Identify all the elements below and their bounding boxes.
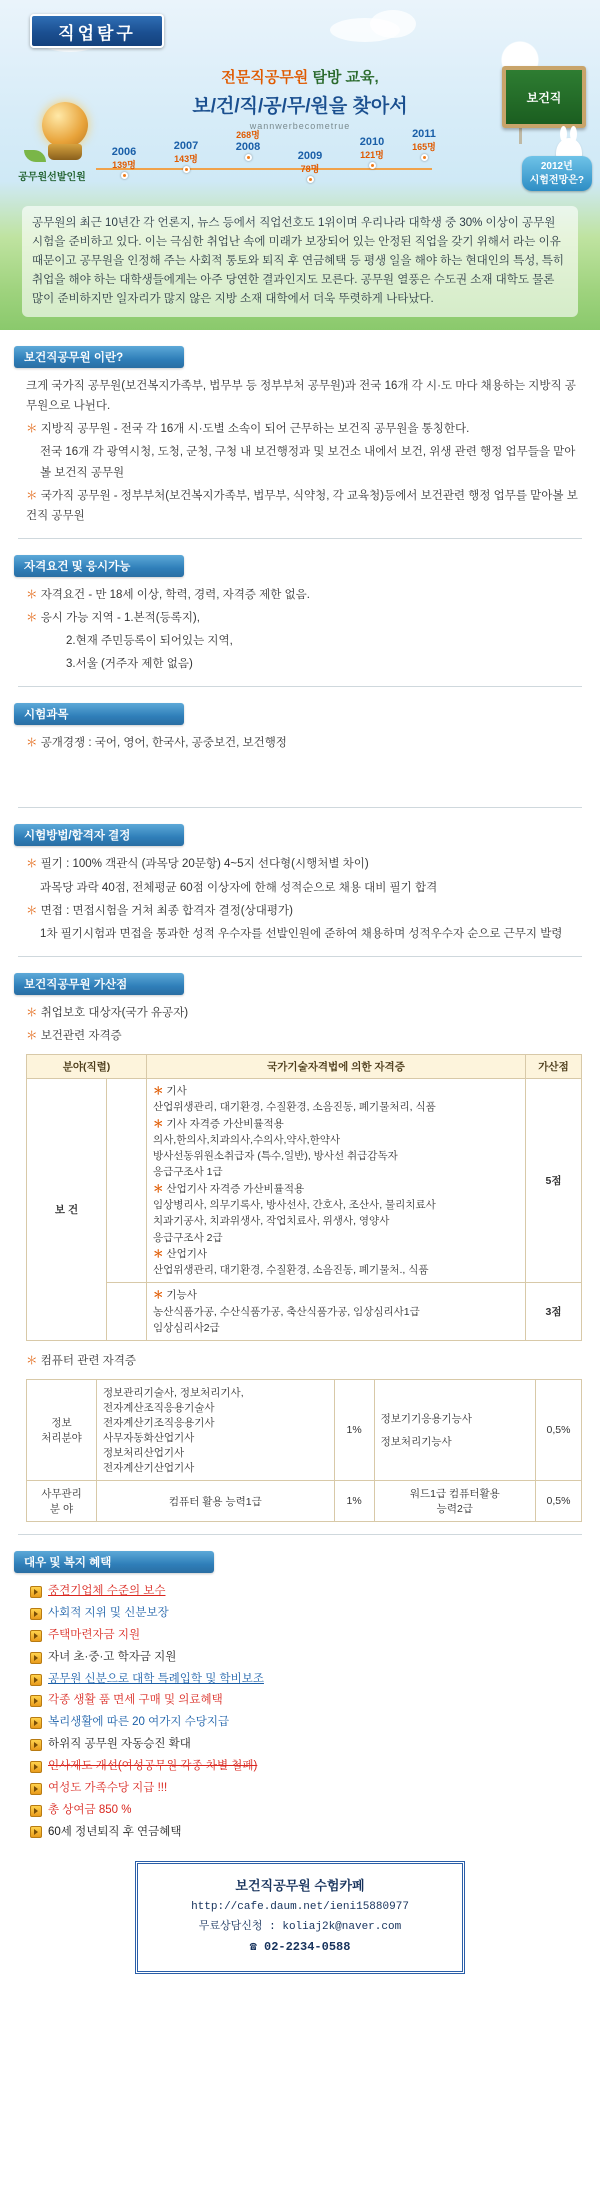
arrow-bullet-icon <box>30 1783 42 1795</box>
timeline-value: 139명 <box>112 160 136 170</box>
arrow-bullet-icon <box>30 1608 42 1620</box>
hero-description: 공무원의 최근 10년간 각 언론지, 뉴스 등에서 직업선호도 1위이며 우리나라 대학생 중 30% 이상이 공무원 시험을 준비하고 있다. 이는 극심한 취업난 속에 미래가 보장되어 있는 안정된 직업을 갖기 위해서 라는 이유 때문이고 공무원을 인정해 주는 사회적 통토와 퇴직 후 연금혜택 등 평생 일을 해야 하는 현대인의 특성, 특히 취업을 해야 하는 대학생들에게는 아주 당연한 결과인지도 모른다. 공무원 열풍은 수도권 소재 대학도 물론 많이 준비하지만 일자리가 많지 않은 지방 소재 대학에서 더욱 뚜렷하게 나타났다. <box>22 206 578 317</box>
arrow-bullet-icon <box>30 1586 42 1598</box>
field-label-line2: 분 야 <box>49 1503 74 1516</box>
list-item <box>30 1800 582 1822</box>
benefit-label: 주택마련자금 지원 <box>48 1628 141 1641</box>
td-field-group: 보 건 <box>27 1079 107 1341</box>
method-line: 과목당 과락 40점, 전체평균 60점 이상자에 한해 성적순으로 채용 대비 필기 합격 <box>40 881 438 894</box>
arrow-bullet-icon <box>30 1739 42 1751</box>
benefit-label: 공무원 신분으로 대학 특례입학 및 학비보조 <box>48 1672 264 1685</box>
cloud-shape <box>370 10 416 38</box>
table-row <box>27 1380 582 1481</box>
timeline-year: 2009 <box>297 150 323 162</box>
benefit-label: 각종 생활 품 면세 구매 및 의료혜택 <box>48 1694 223 1707</box>
timeline-dot <box>121 172 128 179</box>
hero-banner <box>0 0 600 330</box>
benefit-label: 총 상여금 850 % <box>48 1803 132 1816</box>
divider <box>18 807 582 808</box>
benefit-label: 중견기업체 수준의 보수 <box>48 1585 166 1598</box>
timeline-value: 121명 <box>360 150 384 160</box>
cert-item: 전자계산조직응용기술사 <box>103 1402 215 1415</box>
benefit-label: 복리생활에 따른 20 여가지 수당지급 <box>48 1716 230 1729</box>
td-field-label <box>27 1380 97 1481</box>
td-cert-list: ＊ 기능사 농산식품가공, 수산식품가공, 축산식품가공, 임상심리사1급 임상심리사2급 <box>147 1283 526 1341</box>
board-label: 보건직 <box>526 90 562 105</box>
arrow-bullet-icon <box>30 1717 42 1729</box>
cert-item: 의사,한의사,치과의사,수의사,약사,한약사 <box>153 1133 341 1146</box>
section-heading-subjects-label: 시험과목 <box>24 709 69 722</box>
cert-item: 응급구조사 2급 <box>153 1231 223 1244</box>
footer-title: 보건직공무원 수험카페 <box>235 1878 365 1894</box>
intro-line: ＊ 국가직 공무원 - 정부부처(보건복지가족부, 법무부, 식약청, 각 교육청)등에서 보건관련 행정 업무를 맡아볼 보건직 공무원 <box>26 486 582 526</box>
footer-consult-email[interactable]: 무료상담신청 : koliaj2k@naver.com <box>198 1920 402 1933</box>
cert-item: 기사 <box>166 1085 187 1098</box>
timeline-dot <box>421 154 428 161</box>
bonus-line: ＊ 취업보호 대상자(국가 유공자) <box>26 1003 582 1023</box>
field-label-line2: 처리분야 <box>41 1432 82 1445</box>
hero-sub-line2-tail: 을 찾아서 <box>328 96 408 117</box>
td-cert-list: ＊ 기사 산업위생관리, 대기환경, 수질환경, 소음진동, 폐기물처리, 식품 ＊ 기사 자격증 가산비률적용 의사,한의사,치과의사,수의사,약사,한약사 방사선동위원소취급자 (특수,일반), 방사선 취급감독자 응급구조사 1급 ＊ 산업기사 자격증 가산비률적용 임상병리사, 의무기록사, 방사선사, 간호사, 조산사, 물리치료사 치과기공사, 치과위생사, 작업치료사, 위생사, 영양사 응급구조사 2급 ＊ 산업기사 산업위생관리, 대기환경, 수질환경, 소음진동, 폐기물처., 식품 <box>147 1079 526 1283</box>
timeline-item <box>158 140 214 173</box>
cert-item: 산업기사 자격증 가산비률적용 <box>166 1182 305 1195</box>
td-spacer <box>107 1283 147 1341</box>
section-heading-bonus-label: 보건직공무원 가산점 <box>24 978 128 991</box>
lamp-label: 공무원선발인원 <box>18 172 86 183</box>
arrow-bullet-icon <box>30 1652 42 1664</box>
list-item <box>30 1778 582 1800</box>
td-cert-list <box>97 1380 335 1481</box>
section-heading-qualification <box>14 555 184 577</box>
forecast-badge-line1: 2012년 <box>540 161 573 172</box>
intro-line: 크게 국가직 공무원(보건복지가족부, 법무부 등 정부부처 공무원)과 전국 16개 각 시·도 마다 채용하는 지방직 공무원으로 나뉜다. <box>26 380 576 413</box>
list-item <box>30 1734 582 1756</box>
cert-item: 농산식품가공, 수산식품가공, 축산식품가공, 임상심리사1급 <box>153 1305 420 1318</box>
computer-note-wrap <box>26 1351 582 1371</box>
cert-item: 임상심리사2급 <box>153 1321 220 1334</box>
timeline-dot <box>245 154 252 161</box>
timeline-year: 2010 <box>359 136 385 148</box>
table-row <box>27 1481 582 1522</box>
cert-item: 산업기사 <box>166 1247 207 1260</box>
timeline-dot <box>307 176 314 183</box>
method-line: ＊ 면접 : 면접시험을 거쳐 최종 합격자 결정(상대평가) <box>26 901 582 921</box>
list-item <box>30 1581 582 1603</box>
arrow-bullet-icon <box>30 1695 42 1707</box>
intro-line: ＊ 지방직 공무원 - 전국 각 16개 시·도별 소속이 되어 근무하는 보건직 공무원을 통칭한다. <box>26 419 582 439</box>
list-item <box>30 1712 582 1734</box>
computer-table-wrap <box>26 1379 582 1522</box>
benefit-label: 자녀 초·중·고 학자금 지원 <box>48 1650 177 1663</box>
bonus-table-wrap <box>26 1054 582 1341</box>
hero-sub-line1-a: 전문직공무원 <box>221 69 309 86</box>
timeline-year: 2008 <box>235 141 261 153</box>
timeline-dot <box>369 162 376 169</box>
cert-item: 기사 자격증 가산비률적용 <box>166 1117 284 1130</box>
field-label-line1: 정보 <box>51 1417 72 1430</box>
computer-note: ＊ 컴퓨터 관련 자격증 <box>26 1351 582 1371</box>
section-body-method <box>26 854 582 944</box>
bonus-line: ＊ 보건관련 자격증 <box>26 1026 582 1046</box>
table-header-row <box>27 1055 582 1079</box>
cert-item: 정보관리기술사, 정보처리기사, <box>103 1387 244 1400</box>
th-score: 가산점 <box>526 1055 582 1079</box>
timeline-item <box>396 128 452 161</box>
td-cert-list-2 <box>374 1481 535 1522</box>
benefit-label: 인사제도 개선(여성공무원 각종 차별 철폐) <box>48 1759 258 1772</box>
section-heading-intro-label: 보건직공무원 이란? <box>24 352 124 364</box>
divider <box>18 538 582 539</box>
cert-item: 정보처리기능사 <box>380 1436 452 1449</box>
benefit-label: 60세 정년퇴직 후 연금혜택 <box>48 1825 182 1838</box>
list-item <box>30 1669 582 1691</box>
td-rate1: 1% <box>334 1380 374 1481</box>
section-heading-intro <box>14 346 184 368</box>
section-heading-benefits-label: 대우 및 복지 혜택 <box>24 1557 112 1570</box>
section-heading-method-label: 시험방법/합격자 결정 <box>24 830 131 843</box>
td-cert-list <box>97 1481 335 1522</box>
hero-sub-line3: wannwerbecometrue <box>249 121 351 131</box>
section-body-intro <box>26 376 582 526</box>
table-row <box>27 1283 582 1341</box>
arrow-bullet-icon <box>30 1630 42 1642</box>
benefit-label: 사회적 지위 및 신분보장 <box>48 1607 169 1620</box>
benefits-list <box>30 1581 582 1843</box>
timeline-year: 2007 <box>173 140 199 152</box>
forecast-badge-line2: 시험전망은? <box>529 174 584 186</box>
td-field-label <box>27 1481 97 1522</box>
arrow-bullet-icon <box>30 1826 42 1838</box>
method-line: 1차 필기시험과 면접을 통과한 성적 우수자를 선발인원에 준하여 채용하며 성적우수자 순으로 근무지 발령 <box>40 927 563 940</box>
benefit-label: 하위직 공무원 자동승진 확대 <box>48 1738 191 1751</box>
th-field: 분야(직렬) <box>27 1055 147 1079</box>
hero-sub-line1-b: 탐방 교육, <box>308 69 379 86</box>
section-body-qualification <box>26 585 582 675</box>
cert-item: 응급구조사 1급 <box>153 1166 223 1179</box>
cert-item: 치과기공사, 치과위생사, 작업치료사, 위생사, 영양사 <box>153 1215 390 1228</box>
cert-item: 전자계산기산업기사 <box>103 1462 195 1475</box>
td-spacer <box>107 1079 147 1283</box>
section-heading-benefits <box>14 1551 214 1573</box>
td-rate2: 0,5% <box>536 1481 582 1522</box>
page-title <box>30 14 164 48</box>
section-heading-bonus <box>14 973 184 995</box>
page-title-text: 직업탐구 <box>58 23 136 43</box>
list-item <box>30 1603 582 1625</box>
list-item <box>30 1690 582 1712</box>
qualification-line: ＊ 응시 가능 지역 - 1.본적(등록지), <box>26 608 582 628</box>
benefit-label: 여성도 가족수당 지급 !!! <box>48 1781 168 1794</box>
arrow-bullet-icon <box>30 1805 42 1817</box>
field-label-line1: 사무관리 <box>41 1488 82 1501</box>
cert-item: 워드1급 컴퓨터활용 <box>409 1488 500 1501</box>
table-row <box>27 1079 582 1283</box>
cert-item: 정보기기응용기능사 <box>380 1413 472 1426</box>
td-rate1: 1% <box>334 1481 374 1522</box>
list-item <box>30 1822 582 1844</box>
divider <box>18 956 582 957</box>
cert-item: 산업위생관리, 대기환경, 수질환경, 소음진동, 폐기물처리, 식품 <box>153 1101 436 1114</box>
section-body-bonus <box>26 1003 582 1046</box>
th-cert: 국가기술자격법에 의한 자격증 <box>147 1055 526 1079</box>
timeline-year: 2011 <box>412 128 436 140</box>
td-score: 3점 <box>526 1283 582 1341</box>
arrow-bullet-icon <box>30 1761 42 1773</box>
list-item <box>30 1647 582 1669</box>
timeline-year: 2006 <box>111 146 137 158</box>
timeline-value: 78명 <box>300 164 320 174</box>
divider <box>18 1534 582 1535</box>
list-item <box>30 1756 582 1778</box>
timeline-value: 165명 <box>412 142 436 152</box>
selection-timeline <box>96 128 436 188</box>
footer-phone: ☎ 02-2234-0588 <box>249 1940 351 1955</box>
td-score: 5점 <box>526 1079 582 1283</box>
section-heading-subjects <box>14 703 184 725</box>
timeline-item <box>344 136 400 169</box>
intro-line: 전국 16개 각 광역시청, 도청, 군청, 구청 내 보건행정과 및 보건소 내에서 보건, 위생 관련 행정 업무들을 맡아 볼 보건직 공무원 <box>40 446 576 479</box>
footer-cafe-url[interactable]: http://cafe.daum.net/ieni15880977 <box>191 1900 409 1913</box>
timeline-item <box>282 150 338 183</box>
section-heading-method <box>14 824 184 846</box>
cert-item: 능력2급 <box>436 1503 473 1516</box>
cert-item: 임상병리사, 의무기록사, 방사선사, 간호사, 조산사, 물리치료사 <box>153 1198 436 1211</box>
section-body-subjects <box>26 733 582 795</box>
qualification-line: 3.서울 (거주자 제한 없음) <box>66 658 193 671</box>
timeline-dot <box>183 166 190 173</box>
timeline-value: 143명 <box>174 154 198 164</box>
td-cert-list-2 <box>374 1380 535 1481</box>
bonus-table <box>26 1054 582 1341</box>
computer-table <box>26 1379 582 1522</box>
method-line: ＊ 필기 : 100% 객관식 (과목당 20문항) 4~5지 선다형(시행처별 차이) <box>26 854 582 874</box>
cert-item: 사무자동화산업기사 <box>103 1432 195 1445</box>
arrow-bullet-icon <box>30 1674 42 1686</box>
qualification-line: 2.현재 주민등록이 되어있는 지역, <box>66 635 233 648</box>
qualification-line: ＊ 자격요건 - 만 18세 이상, 학력, 경력, 자격증 제한 없음. <box>26 585 582 605</box>
list-item <box>30 1625 582 1647</box>
cert-item: 전자계산기조직응용기사 <box>103 1417 215 1430</box>
cert-item: 컴퓨터 활용 능력1급 <box>168 1495 262 1508</box>
cert-item: 정보처리산업기사 <box>103 1447 185 1460</box>
hero-sub-line2: 보/건/직/공/무/원 <box>192 96 329 117</box>
timeline-value: 268명 <box>236 130 260 140</box>
cert-item: 산업위생관리, 대기환경, 수질환경, 소음진동, 폐기물처., 식품 <box>153 1264 429 1277</box>
forecast-badge <box>522 156 592 191</box>
subjects-line: ＊ 공개경쟁 : 국어, 영어, 한국사, 공중보건, 보건행정 <box>26 733 582 753</box>
timeline-item <box>220 128 276 161</box>
footer-contact-box <box>135 1861 465 1974</box>
td-rate2: 0,5% <box>536 1380 582 1481</box>
divider <box>18 686 582 687</box>
cert-item: 기능사 <box>166 1289 197 1302</box>
cert-item: 방사선동위원소취급자 (특수,일반), 방사선 취급감독자 <box>153 1150 398 1163</box>
timeline-item <box>96 146 152 179</box>
section-heading-qualification-label: 자격요건 및 응시가능 <box>24 560 131 573</box>
